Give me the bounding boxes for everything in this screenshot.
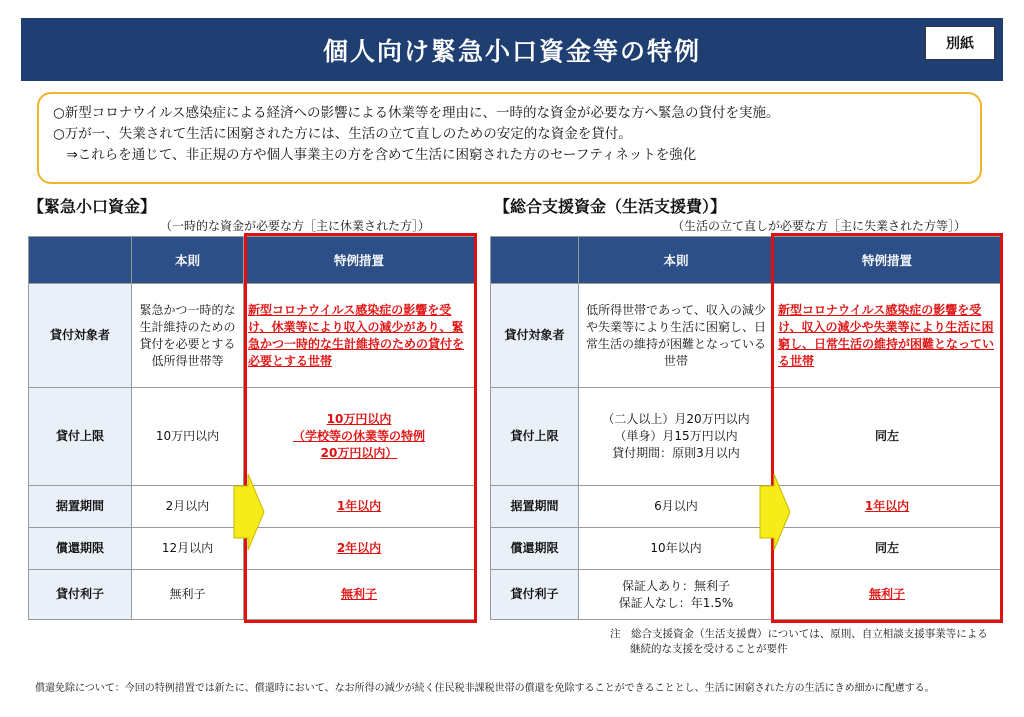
right-main-line: 貸付期間：原則3月以内 — [612, 446, 740, 460]
summary-box — [37, 92, 982, 184]
right-main-cell: 6月以内 — [579, 486, 774, 528]
right-main-cell: 10年以内 — [579, 528, 774, 570]
left-row-label: 貸付利子 — [29, 570, 132, 620]
footer-text: 償還免除について：今回の特例措置では新たに、償還時において、なお所得の減少が続く住民税非課税世帯の償還を免除することができることとし、生活に困窮された方の生活にきめ細かに配慮する。 — [35, 683, 935, 694]
right-row-label: 貸付上限 — [491, 388, 579, 486]
left-corner-cell — [29, 237, 132, 284]
right-col-main: 本則 — [579, 237, 774, 284]
left-row-label: 貸付上限 — [29, 388, 132, 486]
right-main-cell — [579, 570, 774, 620]
note-line-1: 注 総合支援資金（生活支援費）については、原則、自立相談支援事業等による — [610, 628, 988, 640]
left-col-main: 本則 — [132, 237, 244, 284]
left-special-cell: 新型コロナウイルス感染症の影響を受け、休業等により収入の減少があり、緊急かつ一時的な生計維持のための貸付を必要とする世帯 — [244, 284, 475, 388]
left-arrow-icon — [232, 472, 266, 552]
left-table — [28, 236, 475, 620]
note-line-2: 継続的な支援を受けることが要件 — [630, 643, 788, 655]
left-col-special: 特例措置 — [244, 237, 475, 284]
left-special-line: （学校等の休業等の特例 — [292, 429, 425, 443]
left-section-subtitle: （一時的な資金が必要な方［主に休業された方］） — [160, 219, 431, 233]
left-special-cell: 2年以内 — [244, 528, 475, 570]
left-special-cell: 1年以内 — [244, 486, 475, 528]
right-special-cell: 同左 — [774, 388, 1001, 486]
right-col-special: 特例措置 — [774, 237, 1001, 284]
left-main-cell: 12月以内 — [132, 528, 244, 570]
left-special-cell — [244, 388, 475, 486]
right-main-line: （二人以上）月20万円以内 — [602, 412, 750, 426]
right-corner-cell — [491, 237, 579, 284]
left-special-line: 10万円以内 — [326, 412, 392, 426]
right-section-subtitle: （生活の立て直しが必要な方［主に失業された方等］） — [672, 219, 967, 233]
right-section-title: 【総合支援資金（生活支援費）】 — [494, 197, 727, 216]
right-main-cell: 低所得世帯であって、収入の減少や失業等により生活に困窮し、日常生活の維持が困難となっている世帯 — [579, 284, 774, 388]
right-main-line: 保証人なし：年1.5% — [618, 595, 734, 610]
left-special-line: 20万円以内） — [320, 446, 398, 460]
right-main-line: （単身）月15万円以内 — [614, 429, 738, 443]
summary-line-1: ○新型コロナウイルス感染症による経済への影響による休業等を理由に、一時的な資金が必要な方へ緊急の貸付を実施。 — [53, 105, 780, 121]
right-row-label: 償還期限 — [491, 528, 579, 570]
right-special-cell: 1年以内 — [774, 486, 1001, 528]
summary-line-2: ○万が一、失業されて生活に困窮された方には、生活の立て直しのための安定的な資金を貸付。 — [53, 126, 632, 142]
right-table — [490, 236, 1001, 620]
left-main-cell: 緊急かつ一時的な生計維持のための貸付を必要とする低所得世帯等 — [132, 284, 244, 388]
title-bar — [21, 18, 1003, 81]
right-special-cell: 無利子 — [774, 570, 1001, 620]
right-row-label: 据置期間 — [491, 486, 579, 528]
right-row-label: 貸付利子 — [491, 570, 579, 620]
left-row-label: 据置期間 — [29, 486, 132, 528]
right-special-cell: 新型コロナウイルス感染症の影響を受け、収入の減少や失業等により生活に困窮し、日常生活の維持が困難となっている世帯 — [774, 284, 1001, 388]
left-main-cell: 2月以内 — [132, 486, 244, 528]
left-main-cell: 無利子 — [132, 570, 244, 620]
left-row-label: 償還期限 — [29, 528, 132, 570]
right-main-line: 保証人あり：無利子 — [621, 578, 730, 593]
summary-line-3: ⇒これらを通じて、非正規の方や個人事業主の方を含めて生活に困窮された方のセーフティネットを強化 — [53, 147, 697, 163]
note-text — [610, 627, 988, 657]
right-arrow-icon — [758, 472, 792, 552]
left-main-cell: 10万円以内 — [132, 388, 244, 486]
attachment-badge: 別紙 — [925, 26, 995, 60]
right-special-cell: 同左 — [774, 528, 1001, 570]
right-main-cell — [579, 388, 774, 486]
page-title: 個人向け緊急小口資金等の特例 — [322, 36, 701, 66]
left-row-label: 貸付対象者 — [29, 284, 132, 388]
right-row-label: 貸付対象者 — [491, 284, 579, 388]
left-special-cell: 無利子 — [244, 570, 475, 620]
left-section-title: 【緊急小口資金】 — [28, 197, 157, 216]
